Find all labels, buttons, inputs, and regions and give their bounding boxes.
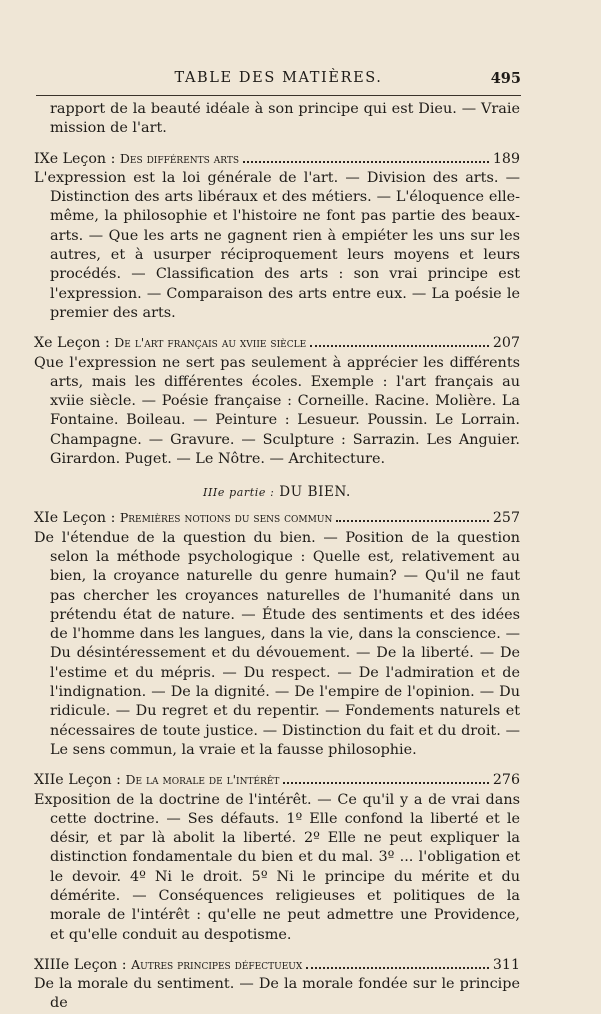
lesson-heading: [34, 149, 520, 169]
header-title: TABLE DES MATIÈRES.: [174, 70, 383, 86]
header-rule: [36, 95, 521, 96]
lesson-x: [34, 333, 520, 469]
running-header: [36, 70, 521, 92]
lesson-heading: [34, 770, 520, 790]
part-heading: [34, 483, 520, 502]
dot-leader: [243, 161, 489, 163]
lesson-title: Autres principes défectueux: [131, 956, 303, 972]
page-number: 495: [490, 70, 521, 87]
lesson-heading: [34, 508, 520, 528]
lesson-xii: [34, 770, 520, 945]
lesson-xiii: [34, 955, 520, 1014]
lesson-title: Des différents arts: [119, 150, 240, 166]
dot-leader: [336, 520, 489, 522]
lesson-number: XIIIe Leçon :: [34, 956, 127, 973]
lesson-number: IXe Leçon :: [34, 150, 116, 167]
part-title: DU BIEN.: [279, 484, 351, 501]
lesson-page: 311: [492, 956, 520, 973]
lesson-page: 207: [492, 335, 520, 352]
part-number: IIIe partie :: [203, 486, 275, 500]
lesson-summary: Exposition de la doctrine de l'intérêt. — Ce qu'il y a de vrai dans cette doctrine. — Ses défauts. 1º Elle confond la liberté et le désir, et par là abolit la liberté. 2º Elle ne peut expliquer la distinction fondamentale du bien et du mal. 3º ... l'obligation et le devoir. 4º Ni le droit. 5º Ni le principe du mérite et du démérite. — Conséquences religieuses et politiques de la morale de l'intérêt : qu'elle ne peut admettre une Providence, et qu'elle conduit au despotisme.: [34, 791, 520, 943]
lesson-heading: [34, 333, 520, 353]
dot-leader: [310, 345, 489, 347]
lesson-summary: De la morale du sentiment. — De la morale fondée sur le principe de: [34, 976, 520, 1012]
lesson-page: 189: [492, 150, 520, 167]
lesson-number: XIIe Leçon :: [34, 772, 121, 789]
lesson-number: XIe Leçon :: [34, 510, 116, 527]
lesson-number: Xe Leçon :: [34, 335, 110, 352]
lesson-summary: Que l'expression ne sert pas seulement à apprécier les différents arts, mais les différentes écoles. Exemple : l'art français au xviie siècle. — Poésie française : Corneille. Racine. Molière. La Fontaine. Boileau. — Peinture : Lesueur. Poussin. Le Lorrain. Champagne. — Gravure. — Sculpture : Sarrazin. Les Anguier. Girardon. Puget. — Le Nôtre. — Architecture.: [34, 354, 520, 468]
lesson-title: De la morale de l'intérêt: [125, 772, 280, 788]
toc-content: [34, 100, 520, 1014]
lesson-title: De l'art français au xviie siècle: [114, 335, 307, 351]
lesson-page: 257: [492, 510, 520, 527]
lesson-heading: [34, 955, 520, 975]
lesson-summary: L'expression est la loi générale de l'art. — Division des arts. — Distinction des arts libéraux et des métiers. — L'éloquence elle-même, la philosophie et l'histoire ne font pas partie des beaux-arts. — Que les arts ne gagnent rien à empiéter les uns sur les autres, et à usurper réciproquement leurs moyens et leurs procédés. — Classification des arts : son vrai principe est l'expression. — Comparaison des arts entre eux. — La poésie le premier des arts.: [34, 169, 520, 321]
lesson-summary: De l'étendue de la question du bien. — Position de la question selon la méthode psychologique : Quelle est, relativement au bien, la croyance naturelle du genre humain? — Qu'il ne faut pas chercher les croyances naturelles de l'humanité dans un prétendu état de nature. — Étude des sentiments et des idées de l'homme dans les langues, dans la vie, dans la conscience. — Du désintéressement et du dévouement. — De la liberté. — De l'estime et du mépris. — Du respect. — De l'admiration et de l'indignation. — De la dignité. — De l'empire de l'opinion. — Du ridicule. — Du regret et du repentir. — Fondements naturels et nécessaires de toute justice. — Distinction du fait et du droit. — Le sens commun, la vraie et la fausse philosophie.: [34, 529, 520, 758]
dot-leader: [283, 782, 489, 784]
lesson-xi: [34, 508, 520, 760]
dot-leader: [306, 967, 489, 969]
lesson-ix: [34, 149, 520, 324]
intro-continuation: rapport de la beauté idéale à son principe qui est Dieu. — Vraie mission de l'art.: [50, 101, 520, 137]
lesson-page: 276: [492, 772, 520, 789]
lesson-title: Premières notions du sens commun: [119, 510, 333, 526]
